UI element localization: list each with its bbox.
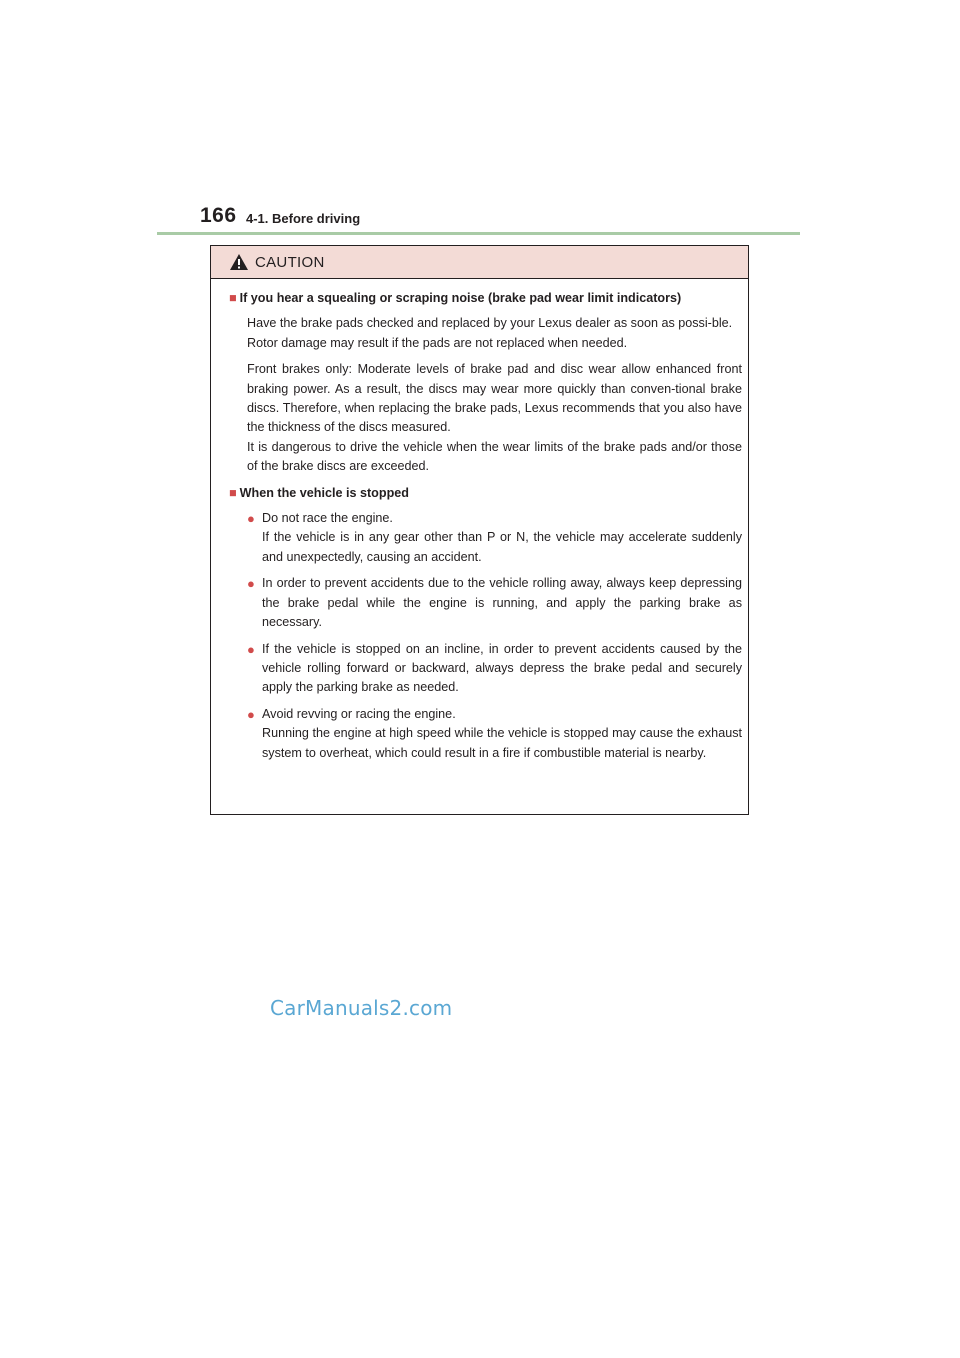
section-heading	[229, 484, 742, 503]
round-bullet-icon: ●	[247, 511, 255, 527]
list-item: ● In order to prevent accidents due to the vehicle rolling away, always keep depressing the brake pedal while the engine is running, and apply the parking brake as necessary.	[247, 574, 742, 632]
list-item: ● Do not race the engine. If the vehicle is in any gear other than P or N, the vehicle may accelerate suddenly and unexpectedly, causing an accident.	[247, 509, 742, 567]
round-bullet-icon: ●	[247, 641, 255, 657]
warning-triangle-icon	[229, 253, 249, 271]
caution-body	[211, 279, 748, 763]
paragraph: Rotor damage may result if the pads are not replaced when needed.	[247, 335, 628, 350]
page-header	[200, 204, 800, 234]
caution-header	[211, 246, 748, 279]
paragraph: It is dangerous to drive the vehicle when the wear limits of the brake pads and/or those of the brake discs are exceeded.	[247, 439, 742, 474]
header-divider	[157, 232, 800, 235]
round-bullet-icon: ●	[247, 576, 255, 592]
caution-box	[210, 245, 749, 815]
section-title: 4-1. Before driving	[246, 211, 361, 226]
square-bullet-icon: ■	[229, 291, 237, 305]
caution-label: CAUTION	[255, 253, 325, 271]
section-heading-text: When the vehicle is stopped	[239, 485, 409, 500]
list-item: ● Avoid revving or racing the engine. Running the engine at high speed while the vehicle is stopped may cause the exhaust system to overheat, which could result in a fire if combustible material is nearby.	[247, 705, 742, 763]
section-heading-text: If you hear a squealing or scraping noise (brake pad wear limit indicators)	[239, 291, 682, 305]
page-number: 166	[200, 204, 237, 227]
watermark[interactable]: CarManuals2.com	[270, 996, 453, 1020]
section-heading	[229, 289, 742, 308]
paragraph: Have the brake pads checked and replaced by your Lexus dealer as soon as possi-ble.	[247, 316, 733, 331]
bullet-list	[229, 509, 742, 763]
square-bullet-icon: ■	[229, 485, 237, 500]
list-item: ● If the vehicle is stopped on an incline, in order to prevent accidents caused by the vehicle rolling forward or backward, always depress the brake pedal and securely apply the parking brake as needed.	[247, 640, 742, 698]
paragraph: Front brakes only: Moderate levels of brake pad and disc wear allow enhanced front braking power. As a result, the discs may wear more quickly than conven-tional brake discs. Therefore, when replacing the brake pads, Lexus recommends that you also have the thickness of the discs measured.	[247, 362, 742, 435]
round-bullet-icon: ●	[247, 706, 255, 722]
